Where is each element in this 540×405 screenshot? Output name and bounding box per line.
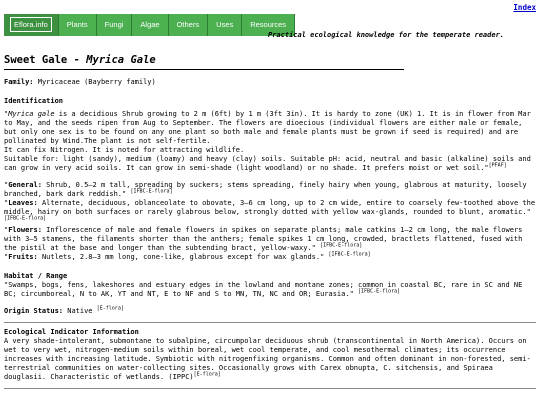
bottom-divider <box>4 388 536 389</box>
title-scientific: Myrica Gale <box>86 54 156 66</box>
nav-fungi[interactable]: Fungi <box>97 14 133 36</box>
nav-plants[interactable]: Plants <box>59 14 97 36</box>
ecology-text <box>4 337 536 382</box>
origin-value: Native <box>63 307 93 315</box>
nav-brand-eflora[interactable] <box>4 14 59 36</box>
leaves-label: Leaves: <box>8 199 38 207</box>
species-italic: Myrica gale <box>8 110 55 118</box>
ecology-body: A very shade-intolerant, submontane to subalpine, circumpolar deciduous shrub (transcontinental in North America). Occurs on wet to very wet, nitrogen-medium soils within boreal, wet cool temperate, and cool mesothermal climates; its occurrence increases with increasing latitude. Symbiotic with nitrogenfixing organisms. Common and often dominant in non-forested, semi-terrestrial communities on water-collecting sites. Occasionally grows with Carex obnupta, C. sitchensis, and Spiraea douglasii. Characteristic of wetlands. (IPPC) <box>4 337 531 381</box>
nav-resources[interactable]: Resources <box>242 14 295 36</box>
leaves-line: "Leaves: Alternate, deciduous, oblanceolate to obovate, 3–6 cm long, up to 2 cm wide, entire to coarsely few-toothed above the middle, hairy on both surfaces or rarely glabrous below, strongly dotted with yellow wax-glands, rounded to blunt, aromatic." [IFBC-E-flora] <box>4 199 536 222</box>
fruits-label: Fruits: <box>8 253 38 261</box>
family-line <box>4 78 536 87</box>
fruits-text: Nutlets, 2.8–3 mm long, cone-like, glabrous except for wax glands." <box>37 253 325 261</box>
index-link[interactable]: Index <box>513 3 536 12</box>
origin-ref: [E-flora] <box>96 305 124 312</box>
flowers-label: Flowers: <box>8 226 42 234</box>
ecology-heading: Ecological Indicator Information <box>4 328 139 336</box>
general-text: Shrub, 0.5–2 m tall, spreading by suckers; stems spreading, finely hairy when young, glabrous at maturity, loosely branched, bark dark reddish." <box>4 181 527 198</box>
general-ref: [IFBC-E-flora] <box>130 188 173 195</box>
brand-label: Eflora.info <box>10 17 52 32</box>
habitat-text <box>4 281 536 299</box>
flowers-ref: [IFBC-E-flora] <box>320 242 363 249</box>
leaves-text: Alternate, deciduous, oblanceolate to obovate, 3–6 cm long, up to 2 cm wide, entire to coarsely few-toothed above the middle, hairy on both surfaces or rarely glabrous below, strongly dotted with yellow wax-glands, rounded to blunt, aromatic." <box>4 199 536 216</box>
origin-line <box>4 307 536 316</box>
identification-para2: It can fix Nitrogen. It is noted for attracting wildlife. <box>4 146 245 154</box>
top-nav <box>4 14 295 36</box>
fruits-line: "Fruits: Nutlets, 2.8–3 mm long, cone-like, glabrous except for wax glands." [IFBC-E-flora] <box>4 251 371 261</box>
identification-para1: "Myrica gale is a decidious Shrub growing to 2 m (6ft) by 1 m (3ft 3in). It is hardy to zone (UK) 1. It is in flower from Mar to May, and the seeds ripen from Aug to September. The flowers are dioecious (individual flowers are either male or female, but only one sex is to be found on any one plant so both male and female plants must be grown if seed is required) and are pollinated by Wind.The plant is not self-fertile. <box>4 110 531 145</box>
pfaf-ref: [PFAF] <box>488 162 507 169</box>
flowers-line: "Flowers: Inflorescence of male and female flowers in spikes on separate plants; male catkins 1–2 cm long, the male flowers with 3–5 stamens, the filaments shorter than the anthers; female spikes 1 cm long, crowded, bractlets flattened, fused with the pistil at the base and longer than the subtending bract, yellow-waxy." [IFBC-E-flora] <box>4 226 523 252</box>
site-tagline: Practical ecological knowledge for the temperate reader. <box>268 31 505 39</box>
ecology-ref: [E-flora] <box>193 371 221 378</box>
habitat-heading: Habitat / Range <box>4 272 68 280</box>
identification-para3 <box>4 155 536 173</box>
para1-text: is a decidious Shrub growing to 2 m (6ft) by 1 m (3ft 3in). It is hardy to zone (UK) 1. It is in flower from Mar to May, and the seeds ripen from Aug to September. The flowers are dioecious (individual flowers are either male or female, but only one sex is to be found on any one plant so both male and female plants must be grown if seed is required) and are pollinated by Wind.The plant is not self-fertile. <box>4 110 531 145</box>
para3-text: Suitable for: light (sandy), medium (loamy) and heavy (clay) soils. Suitable pH: acid, neutral and basic (alkaline) soils and can grow in very acid soils. It can grow in semi-shade (light woodland) or no shade. It prefers moist or wet soil." <box>4 155 531 172</box>
leaves-ref: [IFBC-E-flora] <box>4 215 47 222</box>
origin-label: Origin Status: <box>4 307 64 315</box>
habitat-body: "Swamps, bogs, fens, lakeshores and estuary edges in the lowland and montane zones; common in coastal BC, rare in SC and NE BC; circumboreal, N to AK, YT and NT, E to NF and S to MN, TN, NC and OR; Eurasia." <box>4 281 523 298</box>
family-value: Myricaceae (Bayberry family) <box>33 78 156 86</box>
nav-uses[interactable]: Uses <box>208 14 242 36</box>
nav-algae[interactable]: Algae <box>132 14 168 36</box>
identification-heading: Identification <box>4 97 64 105</box>
general-line: "General: Shrub, 0.5–2 m tall, spreading by suckers; stems spreading, finely hairy when young, glabrous at maturity, loosely branched, bark dark reddish." [IFBC-E-flora] <box>4 181 527 198</box>
nav-others[interactable]: Others <box>169 14 209 36</box>
general-label: General: <box>8 181 42 189</box>
fruits-ref: [IFBC-E-flora] <box>328 251 371 258</box>
main-content <box>4 54 536 394</box>
title-common: Sweet Gale <box>4 54 68 66</box>
section-divider <box>4 322 536 323</box>
page-title <box>4 54 404 70</box>
flowers-text: Inflorescence of male and female flowers in spikes on separate plants; male catkins 1–2 cm long, the male flowers with 3–5 stamens, the filaments shorter than the anthers; female spikes 1 cm long, crowded, bractlets flattened, fused with the pistil at the base and longer than the subtending bract, yellow-waxy." <box>4 226 523 252</box>
title-separator: - <box>67 54 87 66</box>
habitat-ref: [IFBC-E-flora] <box>358 288 401 295</box>
family-label: Family: <box>4 78 34 86</box>
